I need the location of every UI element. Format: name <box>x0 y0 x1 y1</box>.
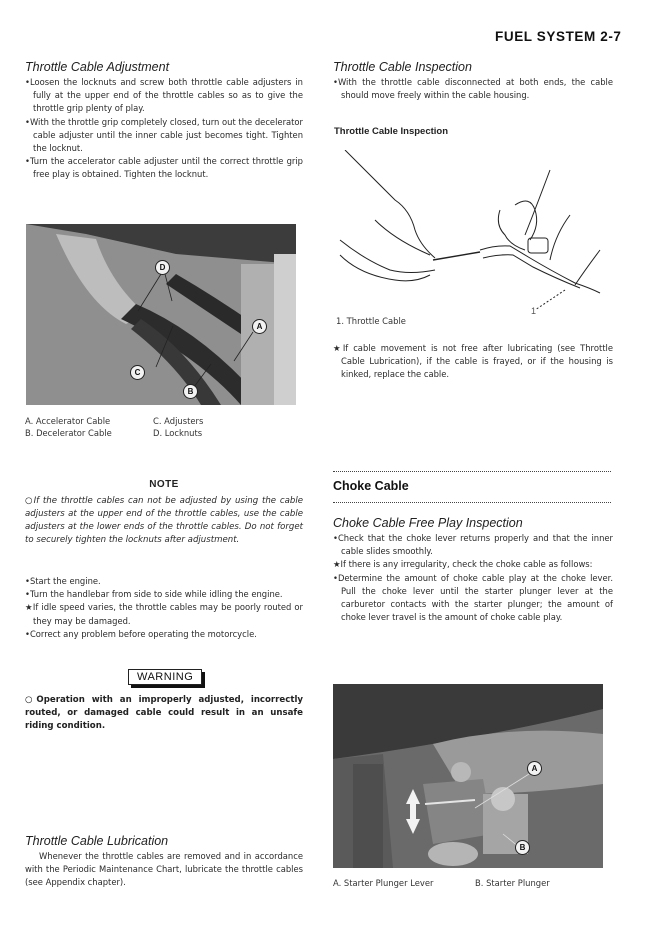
caption-a: A. Accelerator Cable <box>25 416 111 426</box>
figure-callout: 1 <box>531 306 537 315</box>
caption-b: B. Starter Plunger <box>475 878 550 888</box>
adjustment-step: •With the throttle grip completely closed, turn out the decelerator cable adjuster until the inner cable just becomes tight. Tighten the locknut. <box>25 116 303 154</box>
left-hand-outline <box>345 150 435 258</box>
inspection-step: •With the throttle cable disconnected at both ends, the cable should move freely within the cable housing. <box>333 77 613 101</box>
engine-step: •Turn the handlebar from side to side while idling the engine. <box>25 589 283 600</box>
photo-illustration <box>26 224 296 405</box>
throttle-cable-photo <box>26 224 296 405</box>
throttle-adjustment-section <box>25 60 303 182</box>
photo2-caption <box>333 878 550 890</box>
note-title: NOTE <box>149 479 179 490</box>
caption-c: C. Adjusters <box>153 416 204 426</box>
caption-d: D. Locknuts <box>153 427 203 438</box>
lubrication-section <box>25 834 303 890</box>
page-header: FUEL SYSTEM 2-7 <box>495 29 622 44</box>
carburetor-photo <box>333 684 603 868</box>
callout-a: A <box>527 761 542 776</box>
warning-body: ○Operation with an improperly adjusted, incorrectly routed, or damaged cable could result in an unsafe riding condition. <box>25 695 303 732</box>
engine-step: •Correct any problem before operating the motorcycle. <box>25 628 257 639</box>
lubrication-body: Whenever the throttle cables are removed and in accordance with the Periodic Maintenance Chart, lubricate the throttle cables (see Appendix chapter). <box>25 851 303 888</box>
adjustment-step: •Loosen the locknuts and screw both throttle cable adjusters in fully at the upper end of the throttle cables so as to give the throttle grip plenty of play. <box>25 77 303 114</box>
warning-label: WARNING <box>128 669 202 685</box>
throttle-inspection-heading: Throttle Cable Inspection <box>333 60 472 74</box>
engine-step: ★If idle speed varies, the throttle cables may be poorly routed or they may be damaged. <box>25 602 303 626</box>
inspection-note <box>333 342 613 382</box>
divider-top <box>333 471 611 472</box>
choke-inspection-section <box>333 516 613 624</box>
callout-c: C <box>130 365 145 380</box>
lubrication-heading: Throttle Cable Lubrication <box>25 834 169 848</box>
choke-section-title: Choke Cable <box>333 479 409 493</box>
figure-title: Throttle Cable Inspection <box>334 126 449 137</box>
engine-step: •Start the engine. <box>25 576 101 586</box>
caption-a: A. Starter Plunger Lever <box>333 878 434 888</box>
callout-b: B <box>515 840 530 855</box>
callout-a: A <box>252 319 267 334</box>
throttle-inspection-section <box>333 60 613 102</box>
photo-illustration <box>333 684 603 868</box>
engine-steps <box>25 575 303 641</box>
choke-inspection-heading: Choke Cable Free Play Inspection <box>333 516 523 530</box>
callout-b: B <box>183 384 198 399</box>
throttle-adjustment-heading: Throttle Cable Adjustment <box>25 60 170 74</box>
choke-step: ★If there is any irregularity, check the choke cable as follows: <box>333 559 593 570</box>
divider-bottom <box>333 502 611 503</box>
adjustment-step: •Turn the accelerator cable adjuster until the correct throttle grip free play is obtained. Tighten the locknut. <box>25 156 303 180</box>
throttle-cable-drawing <box>335 150 615 315</box>
note-body: ○If the throttle cables can not be adjusted by using the cable adjusters at the upper end of the throttle cables, use the cable adjusters at the lower ends of the throttle cables. Do not forget to securely tighten the locknuts after adjustment. <box>25 496 303 546</box>
choke-step: •Determine the amount of choke cable play at the choke lever. Pull the choke lever until the starter plunger lever at the carburetor contacts with the starter plunger; the amount of choke lever travel is the amount of choke cable play. <box>333 572 613 623</box>
choke-step: •Check that the choke lever returns properly and that the inner cable slides smoothly. <box>333 533 613 557</box>
callout-d: D <box>155 260 170 275</box>
note-block <box>25 479 303 547</box>
caption-b: B. Decelerator Cable <box>25 427 112 438</box>
figure-caption: 1. Throttle Cable <box>336 316 406 326</box>
photo1-caption <box>25 416 305 439</box>
inspection-note-text: ★If cable movement is not free after lubricating (see Throttle Cable Lubrication), if the cable is frayed, or if the housing is kinked, replace the cable. <box>333 343 613 380</box>
